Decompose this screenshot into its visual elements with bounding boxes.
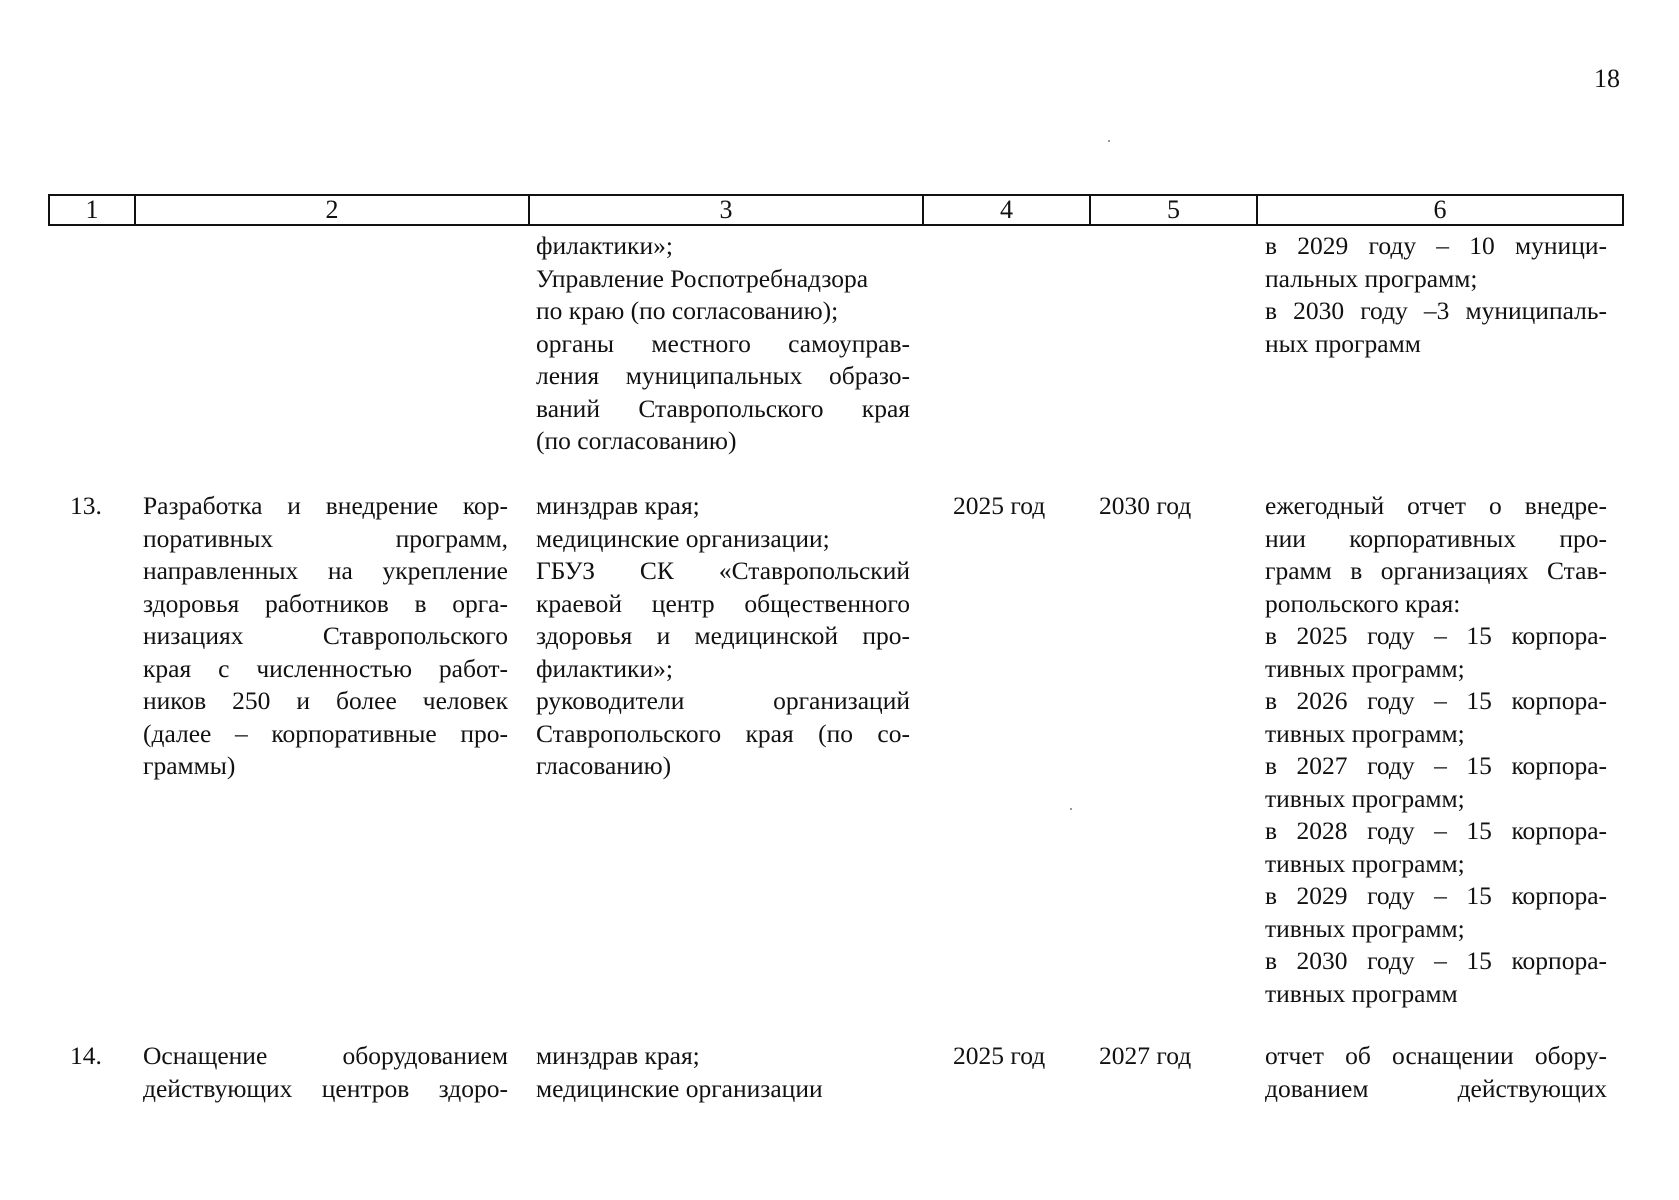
text-line: тивных программ [1265, 978, 1458, 1008]
text-line: Ставропольского края (по со- [536, 718, 910, 748]
text-line: в 2028 году – 15 корпора- [1265, 816, 1607, 845]
text-line: низациях Ставропольского [143, 621, 508, 650]
header-col-4: 4 [924, 196, 1091, 224]
text-line: в 2027 году – 15 корпора- [1265, 751, 1607, 780]
text-line: отчет об оснащении обору- [1265, 1041, 1607, 1070]
text-line: тивных программ; [1265, 913, 1465, 943]
text-line: тивных программ; [1265, 718, 1465, 748]
row-start-year: 2025 год [953, 491, 1046, 520]
text-line: минздрав края; [536, 1041, 700, 1070]
text-line: Управление Роспотребнадзора [536, 263, 869, 293]
row-end-year: 2030 год [1099, 491, 1192, 520]
text-line: в 2030 году – 15 корпора- [1265, 946, 1607, 975]
text-line: в 2026 году – 15 корпора- [1265, 686, 1607, 715]
text-line: ваний Ставропольского края [536, 393, 910, 423]
text-line: ных программ [1265, 328, 1421, 358]
row-measure-name [143, 490, 508, 783]
text-line: Оснащение оборудованием [143, 1041, 508, 1070]
header-col-5: 5 [1091, 196, 1258, 224]
text-line: здоровья и медицинской про- [536, 621, 910, 650]
row-result [1265, 490, 1607, 1010]
text-line: в 2030 году –3 муниципаль- [1265, 296, 1607, 325]
row-number: 14. [70, 1041, 102, 1070]
text-line: ления муниципальных образо- [536, 361, 910, 390]
header-col-6: 6 [1433, 195, 1447, 224]
scan-speck [1070, 808, 1072, 810]
text-line: действующих центров здоро- [143, 1073, 508, 1103]
row-responsible [536, 490, 910, 783]
continuation-responsible [536, 230, 910, 458]
text-line: филактики»; [536, 231, 673, 260]
text-line: (далее – корпоративные про- [143, 718, 508, 748]
text-line: пальных программ; [1265, 263, 1478, 293]
text-line: дованием действующих [1265, 1073, 1607, 1103]
text-line: в 2025 году – 15 корпора- [1265, 621, 1607, 650]
text-line: Разработка и внедрение кор- [143, 491, 508, 520]
text-line: по краю (по согласованию); [536, 296, 839, 325]
text-line: здоровья работников в орга- [143, 588, 508, 618]
scan-speck [1108, 140, 1110, 142]
text-line: в 2029 году – 10 муници- [1265, 231, 1607, 260]
text-line: органы местного самоуправ- [536, 328, 910, 358]
text-line: гласованию) [536, 751, 672, 780]
text-line: тивных программ; [1265, 783, 1465, 813]
text-line: (по согласованию) [536, 426, 737, 455]
header-col-3: 3 [530, 196, 924, 224]
text-line: ников 250 и более человек [143, 686, 508, 715]
text-line: руководители организаций [536, 686, 910, 715]
text-line: ежегодный отчет о внедре- [1265, 491, 1607, 520]
row-start-year: 2025 год [953, 1041, 1046, 1070]
row-number: 13. [70, 491, 102, 520]
header-col-1: 1 [50, 196, 136, 224]
page-number: 18 [1594, 64, 1620, 93]
text-line: поративных программ, [143, 523, 508, 553]
text-line: тивных программ; [1265, 848, 1465, 878]
continuation-result [1265, 230, 1607, 360]
text-line: медицинские организации [536, 1073, 823, 1103]
text-line: краевой центр общественного [536, 588, 910, 618]
text-line: тивных программ; [1265, 653, 1465, 683]
text-line: граммы) [143, 751, 236, 780]
text-line: минздрав края; [536, 491, 700, 520]
row-end-year: 2027 год [1099, 1041, 1192, 1070]
text-line: в 2029 году – 15 корпора- [1265, 881, 1607, 910]
row-result [1265, 1040, 1607, 1105]
text-line: филактики»; [536, 653, 673, 683]
row-measure-name [143, 1040, 508, 1105]
table-header-row [48, 194, 1624, 226]
text-line: края с численностью работ- [143, 653, 508, 683]
row-responsible [536, 1040, 910, 1105]
header-col-2: 2 [136, 196, 530, 224]
text-line: ГБУЗ СК «Ставропольский [536, 556, 910, 585]
text-line: нии корпоративных про- [1265, 523, 1607, 553]
text-line: грамм в организациях Став- [1265, 556, 1607, 585]
text-line: медицинские организации; [536, 523, 830, 553]
text-line: направленных на укрепление [143, 556, 508, 585]
text-line: ропольского края: [1265, 588, 1461, 618]
